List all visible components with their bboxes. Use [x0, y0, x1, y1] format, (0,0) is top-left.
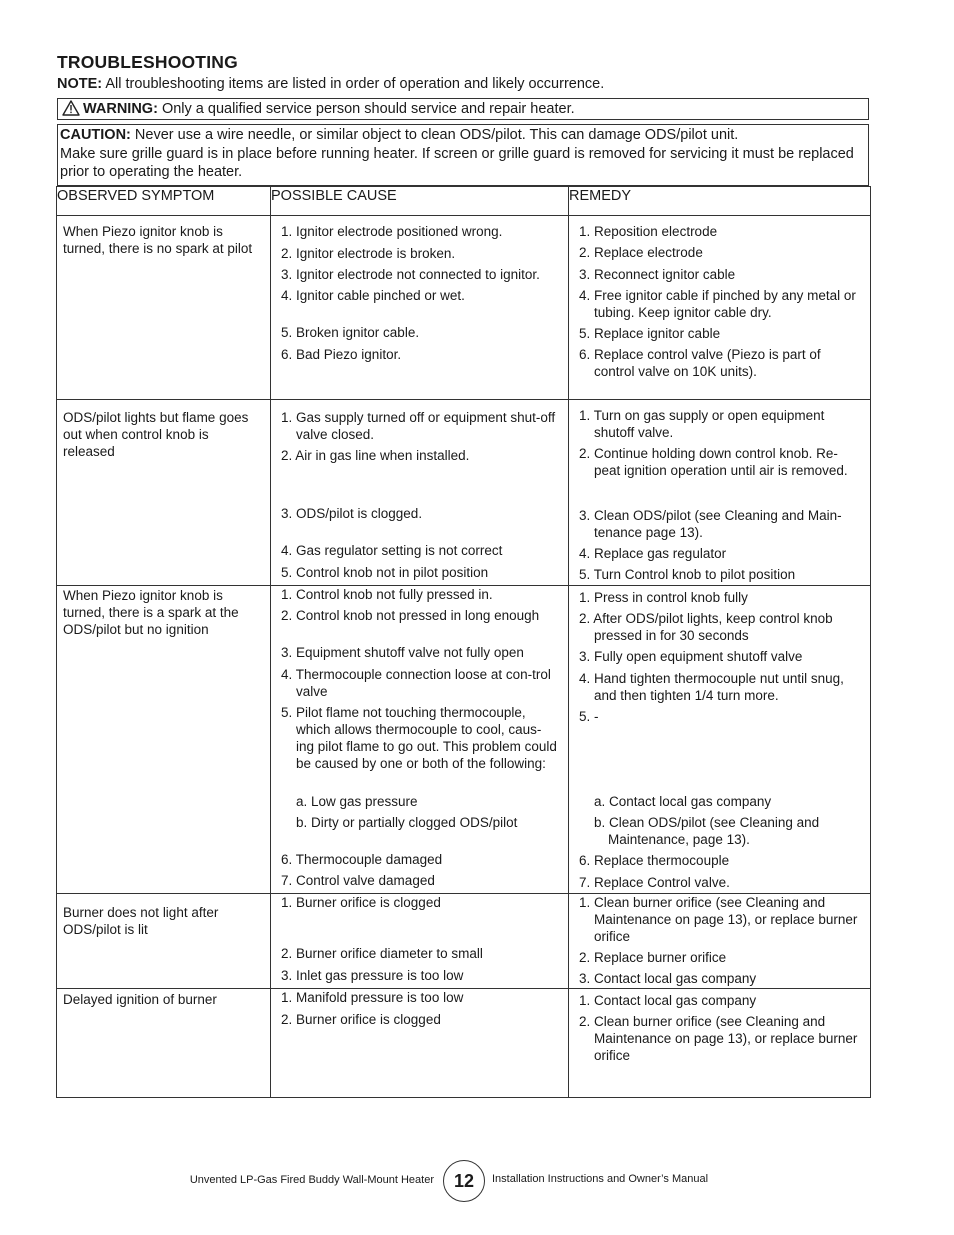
remedy-item: 3. Reconnect ignitor cable: [579, 267, 736, 282]
cause-item: 6. Thermocouple damaged: [281, 852, 443, 867]
cause-subitem: a. Low gas pressure: [296, 794, 418, 809]
cause-item: 2. Burner orifice is clogged: [281, 1012, 441, 1027]
remedy-item: 5. Turn Control knob to pilot position: [579, 567, 796, 582]
cause-item: 4. Ignitor cable pinched or wet.: [281, 288, 465, 303]
cause-item: 4. Gas regulator setting is not correct: [281, 543, 503, 558]
page-number: 12: [443, 1160, 485, 1202]
remedy-item: 5. -: [579, 709, 599, 724]
cause-item: 1. Control knob not fully pressed in.: [281, 587, 493, 602]
remedy-cell: [569, 894, 871, 989]
remedy-item: 1. Reposition electrode: [579, 224, 718, 239]
cause-item: 2. Ignitor electrode is broken.: [281, 246, 456, 261]
symptom-cell: [57, 400, 271, 586]
table-header-row: [57, 187, 871, 216]
cause-item: 1. Gas supply turned off or equipment shut-off valve closed.: [281, 410, 556, 442]
cause-cell: [271, 894, 569, 989]
cause-item: 5. Broken ignitor cable.: [281, 325, 420, 340]
table-row: [57, 400, 871, 586]
remedy-cell: [569, 400, 871, 586]
symptom-text: ODS/pilot lights but flame goes out when control knob is released: [63, 410, 249, 459]
remedy-cell: [569, 586, 871, 894]
cause-item: 6. Bad Piezo ignitor.: [281, 347, 402, 362]
symptom-text: When Piezo ignitor knob is turned, there is a spark at the ODS/pilot but no ignition: [63, 588, 239, 637]
cause-cell: [271, 989, 569, 1098]
remedy-item: 4. Hand tighten thermocouple nut until snug, and then tighten 1/4 turn more.: [579, 671, 844, 703]
remedy-subitem: a. Contact local gas company: [594, 794, 772, 809]
cause-item: 7. Control valve damaged: [281, 873, 435, 888]
page-title: TROUBLESHOOTING: [57, 52, 238, 72]
warning-line: [62, 100, 575, 117]
remedy-item: 3. Fully open equipment shutoff valve: [579, 649, 803, 664]
cause-item: 3. ODS/pilot is clogged.: [281, 506, 423, 521]
caution-box: [57, 124, 869, 186]
warning-text: Only a qualified service person should service and repair heater.: [157, 101, 575, 117]
symptom-text: Burner does not light after ODS/pilot is lit: [63, 905, 219, 937]
remedy-item: 6. Replace thermocouple: [579, 853, 730, 868]
cause-item: 2. Control knob not pressed in long enough: [281, 608, 540, 623]
remedy-item: 5. Replace ignitor cable: [579, 326, 721, 341]
symptom-text: When Piezo ignitor knob is turned, there is no spark at pilot: [63, 224, 253, 256]
table-row: [57, 216, 871, 400]
warning-label: WARNING:: [83, 101, 158, 117]
warning-triangle-icon: [62, 100, 80, 116]
footer-product-name: Unvented LP-Gas Fired Buddy Wall-Mount Heater: [189, 1174, 434, 1186]
header-possible-cause: POSSIBLE CAUSE: [271, 187, 569, 216]
remedy-item: 7. Replace Control valve.: [579, 875, 730, 890]
remedy-item: 2. Continue holding down control knob. Re-peat ignition operation until air is removed.: [579, 446, 848, 478]
symptom-cell: [57, 989, 271, 1098]
remedy-item: 4. Free ignitor cable if pinched by any metal or tubing. Keep ignitor cable dry.: [579, 288, 856, 320]
troubleshooting-table: [56, 186, 871, 1098]
caution-label: CAUTION:: [60, 127, 131, 143]
remedy-item: 1. Contact local gas company: [579, 993, 757, 1008]
cause-cell: [271, 216, 569, 400]
remedy-item: 1. Clean burner orifice (see Cleaning and Maintenance on page 13), or replace burner orifice: [579, 895, 858, 944]
caution-line1: Never use a wire needle, or similar object to clean ODS/pilot. This can damage ODS/pilot unit.: [130, 127, 739, 143]
table-row: [57, 894, 871, 989]
remedy-item: 3. Contact local gas company: [579, 971, 757, 986]
cause-item: 3. Ignitor electrode not connected to ignitor.: [281, 267, 540, 282]
symptom-cell: [57, 894, 271, 989]
remedy-item: 1. Press in control knob fully: [579, 590, 748, 605]
cause-item: 5. Pilot flame not touching thermocouple, which allows thermocouple to cool, caus-ing pilot flame to go out. This problem could be caused by one or both of the following:: [281, 705, 557, 771]
remedy-item: 2. Replace electrode: [579, 245, 703, 260]
symptom-cell: [57, 586, 271, 894]
caution-text-block: [60, 126, 862, 182]
cause-item: 2. Air in gas line when installed.: [281, 448, 470, 463]
remedy-cell: [569, 216, 871, 400]
remedy-item: 2. Replace burner orifice: [579, 950, 727, 965]
remedy-item: 3. Clean ODS/pilot (see Cleaning and Main-tenance page 13).: [579, 508, 842, 540]
header-observed-symptom: OBSERVED SYMPTOM: [57, 187, 271, 216]
remedy-item: 2. After ODS/pilot lights, keep control knob pressed in for 30 seconds: [579, 611, 833, 643]
header-remedy: REMEDY: [569, 187, 871, 216]
cause-item: 1. Manifold pressure is too low: [281, 990, 464, 1005]
cause-item: 2. Burner orifice diameter to small: [281, 946, 483, 961]
remedy-item: 1. Turn on gas supply or open equipment shutoff valve.: [579, 408, 825, 440]
table-row: [57, 586, 871, 894]
symptom-text: Delayed ignition of burner: [63, 992, 217, 1007]
cause-item: 5. Control knob not in pilot position: [281, 565, 489, 580]
caution-line2: Make sure grille guard is in place before running heater. If screen or grille guard is removed for servicing it must be replaced prior to operating the heater.: [60, 145, 854, 180]
footer-manual-name: Installation Instructions and Owner’s Manual: [492, 1173, 709, 1185]
remedy-item: 4. Replace gas regulator: [579, 546, 727, 561]
warning-box: [57, 98, 869, 120]
remedy-item: 6. Replace control valve (Piezo is part of control valve on 10K units).: [579, 347, 821, 379]
cause-cell: [271, 400, 569, 586]
remedy-cell: [569, 989, 871, 1098]
cause-subitem: b. Dirty or partially clogged ODS/pilot: [296, 815, 518, 830]
cause-item: 3. Inlet gas pressure is too low: [281, 968, 464, 983]
note-line: [57, 76, 604, 92]
cause-item: 4. Thermocouple connection loose at con-trol valve: [281, 667, 551, 699]
cause-item: 3. Equipment shutoff valve not fully open: [281, 645, 524, 660]
table-row: [57, 989, 871, 1098]
cause-cell: [271, 586, 569, 894]
symptom-cell: [57, 216, 271, 400]
remedy-subitem: b. Clean ODS/pilot (see Cleaning and Maintenance, page 13).: [594, 815, 820, 847]
cause-item: 1. Burner orifice is clogged: [281, 895, 441, 910]
remedy-item: 2. Clean burner orifice (see Cleaning and Maintenance on page 13), or replace burner orifice: [579, 1014, 858, 1063]
page-footer: [0, 1160, 954, 1204]
cause-item: 1. Ignitor electrode positioned wrong.: [281, 224, 503, 239]
note-text: All troubleshooting items are listed in order of operation and likely occurrence.: [102, 76, 605, 92]
note-label: NOTE:: [57, 76, 103, 92]
